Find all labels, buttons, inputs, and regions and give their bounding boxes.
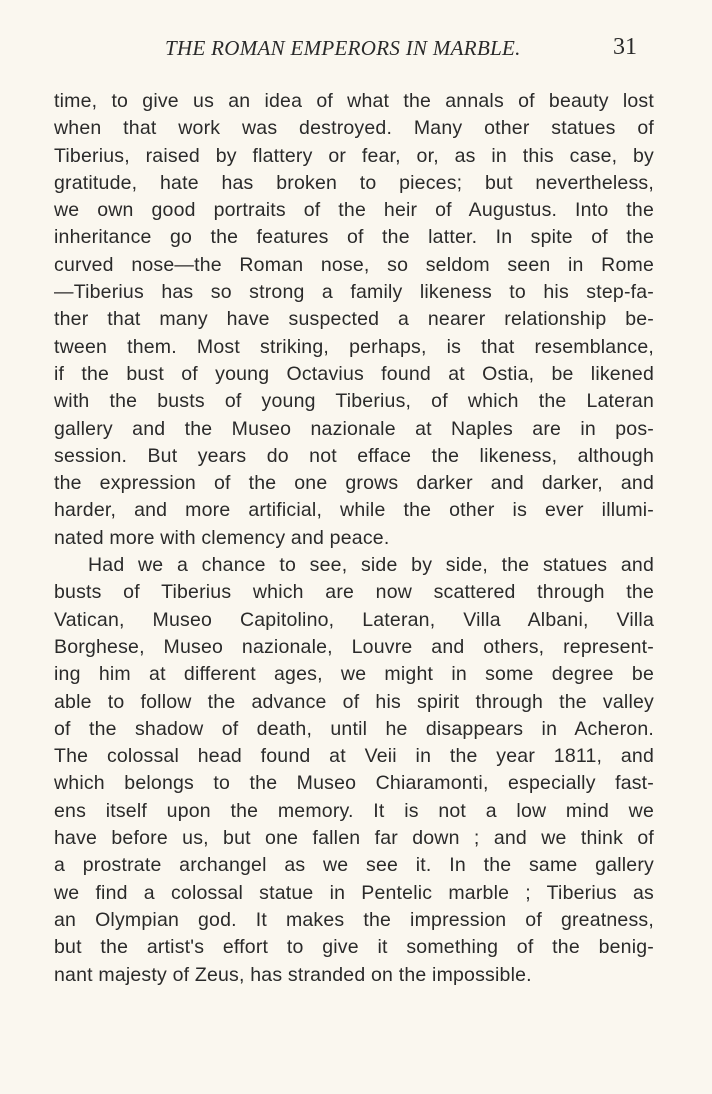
text-line: time, to give us an idea of what the annals of beauty lost (54, 90, 654, 112)
text-line: session. But years do not efface the likeness, although (54, 444, 654, 467)
running-head (0, 36, 712, 66)
text-line: ing him at different ages, we might in some degree be (54, 663, 654, 686)
text-line: Borghese, Museo nazionale, Louvre and others, represent- (54, 635, 654, 658)
text-line: gallery and the Museo nazionale at Naples are in pos- (54, 417, 654, 440)
text-line: The colossal head found at Veii in the year 1811, and (54, 745, 654, 768)
text-line: Had we a chance to see, side by side, the statues and (88, 554, 654, 577)
text-line: inheritance go the features of the latter. In spite of the (54, 226, 654, 249)
body-text (54, 88, 654, 989)
page-number: 31 (613, 34, 637, 60)
text-line: we find a colossal statue in Pentelic marble ; Tiberius as (54, 881, 654, 904)
text-line: busts of Tiberius which are now scattered through the (54, 581, 654, 604)
text-line: —Tiberius has so strong a family likeness to his step-fa- (54, 281, 654, 304)
text-line: able to follow the advance of his spirit through the valley (54, 690, 654, 713)
running-title: THE ROMAN EMPERORS IN MARBLE. (165, 36, 521, 60)
text-line: harder, and more artificial, while the other is ever illumi- (54, 499, 654, 522)
text-line: which belongs to the Museo Chiaramonti, especially fast- (54, 772, 654, 795)
text-line: Tiberius, raised by flattery or fear, or, as in this case, by (54, 144, 654, 167)
text-line: have before us, but one fallen far down ; and we think of (54, 827, 654, 850)
text-line: curved nose—the Roman nose, so seldom seen in Rome (54, 253, 654, 276)
text-line: a prostrate archangel as we see it. In the same gallery (54, 854, 654, 877)
text-line: of the shadow of death, until he disappears in Acheron. (54, 717, 654, 740)
text-line: nant majesty of Zeus, has stranded on the impossible. (54, 963, 532, 986)
paragraph-2 (54, 552, 654, 989)
text-line: with the busts of young Tiberius, of which the Lateran (54, 390, 654, 413)
text-line: when that work was destroyed. Many other statues of (54, 117, 654, 140)
paragraph-1 (54, 88, 654, 552)
text-line: ens itself upon the memory. It is not a low mind we (54, 799, 654, 822)
text-line: tween them. Most striking, perhaps, is that resemblance, (54, 335, 654, 358)
text-line: ther that many have suspected a nearer relationship be- (54, 308, 654, 331)
text-line: nated more with clemency and peace. (54, 526, 390, 549)
text-line: but the artist's effort to give it something of the benig- (54, 936, 654, 959)
text-line: gratitude, hate has broken to pieces; but nevertheless, (54, 171, 654, 194)
text-line: the expression of the one grows darker and darker, and (54, 472, 654, 495)
text-line: an Olympian god. It makes the impression of greatness, (54, 908, 654, 931)
text-line: if the bust of young Octavius found at Ostia, be likened (54, 362, 654, 385)
text-line: we own good portraits of the heir of Augustus. Into the (54, 199, 654, 222)
text-line: Vatican, Museo Capitolino, Lateran, Villa Albani, Villa (54, 608, 654, 631)
